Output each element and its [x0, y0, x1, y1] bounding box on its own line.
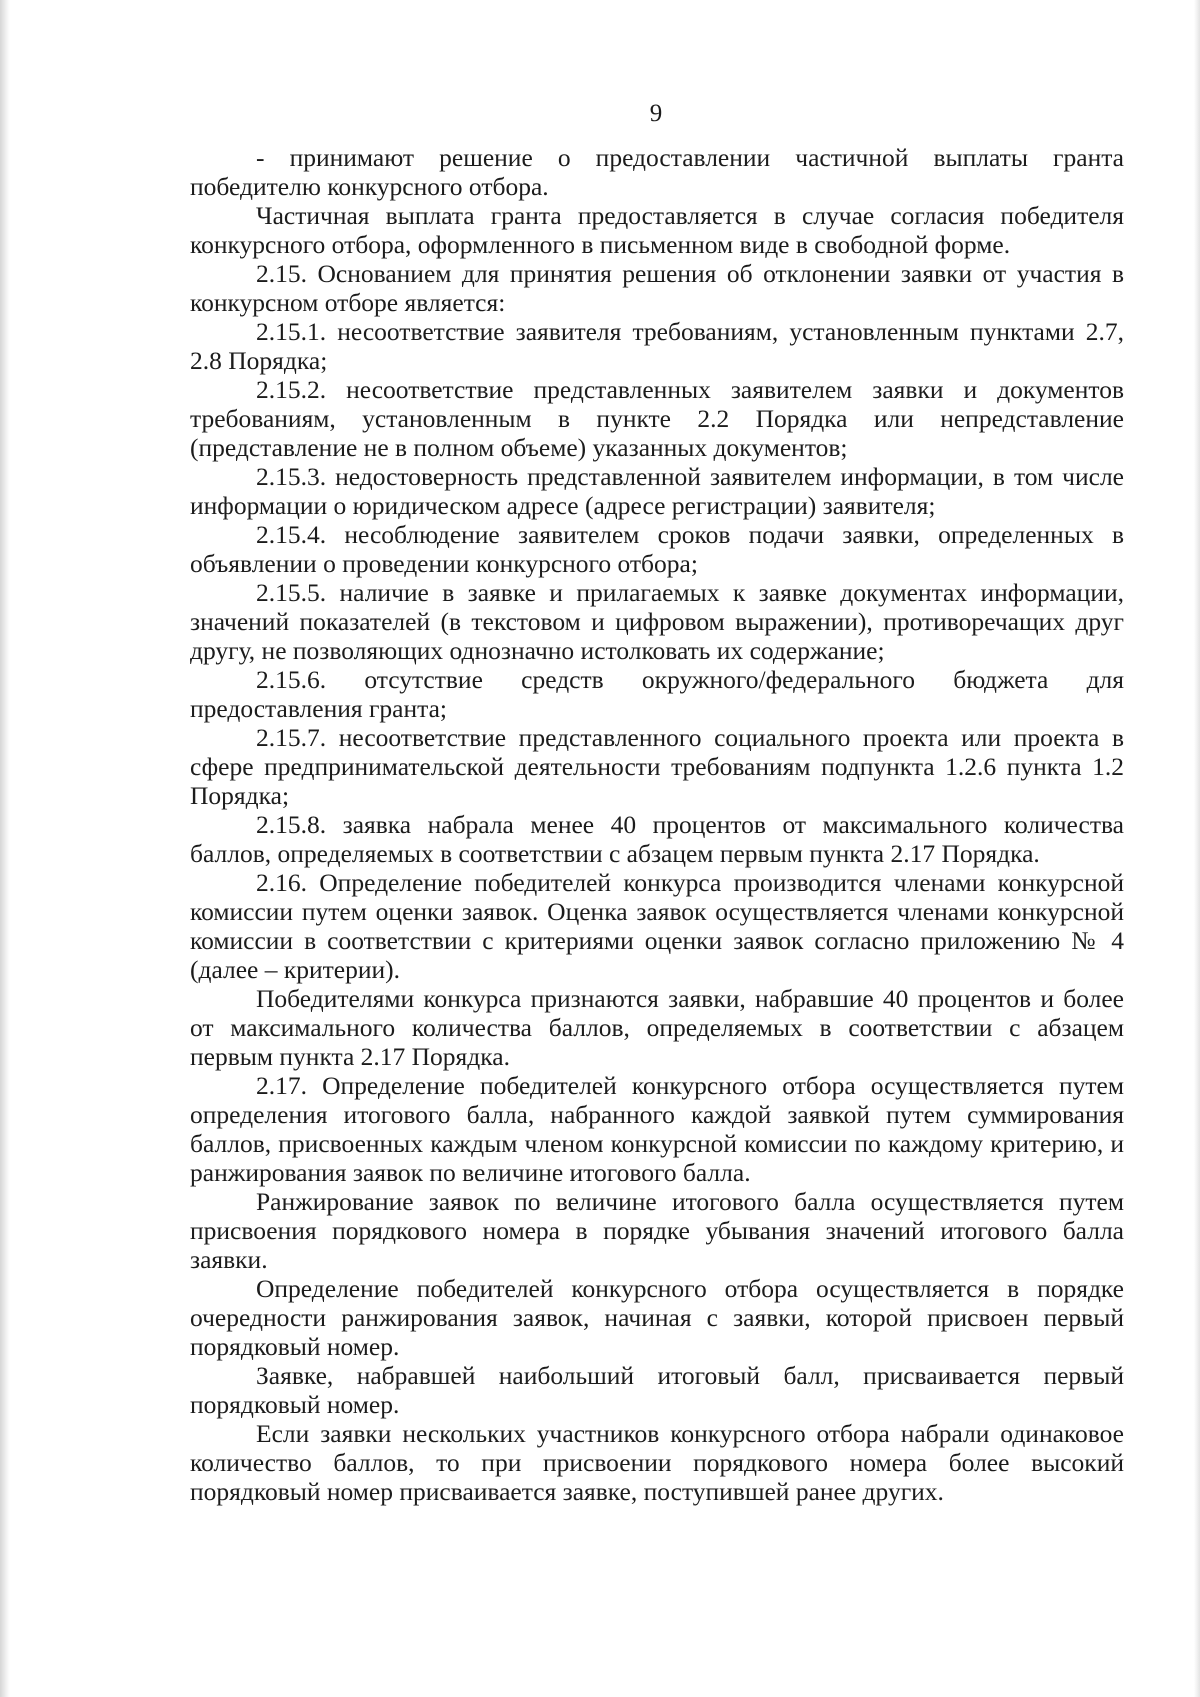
paragraph: 2.15. Основанием для принятия решения об отклонении заявки от участия в конкурсном отборе является:	[190, 259, 1124, 317]
paragraph: Заявке, набравшей наибольший итоговый балл, присваивается первый порядковый номер.	[190, 1361, 1124, 1419]
paragraph: Если заявки нескольких участников конкурсного отбора набрали одинаковое количество баллов, то при присвоении порядкового номера более высокий порядковый номер присваивается заявке, поступившей ранее других.	[190, 1419, 1124, 1506]
paragraph: 2.15.1. несоответствие заявителя требованиям, установленным пунктами 2.7, 2.8 Порядка;	[190, 317, 1124, 375]
paragraph: 2.15.4. несоблюдение заявителем сроков подачи заявки, определенных в объявлении о проведении конкурсного отбора;	[190, 520, 1124, 578]
paragraph: 2.15.6. отсутствие средств окружного/федерального бюджета для предоставления гранта;	[190, 665, 1124, 723]
paragraph: Определение победителей конкурсного отбора осуществляется в порядке очередности ранжирования заявок, начиная с заявки, которой присвоен первый порядковый номер.	[190, 1274, 1124, 1361]
paragraph: 2.15.8. заявка набрала менее 40 процентов от максимального количества баллов, определяемых в соответствии с абзацем первым пункта 2.17 Порядка.	[190, 810, 1124, 868]
page-number: 9	[649, 100, 663, 127]
paragraph: 2.15.7. несоответствие представленного социального проекта или проекта в сфере предпринимательской деятельности требованиям подпункта 1.2.6 пункта 1.2 Порядка;	[190, 723, 1124, 810]
paragraph: - принимают решение о предоставлении частичной выплаты гранта победителю конкурсного отбора.	[190, 143, 1124, 201]
paragraph: 2.17. Определение победителей конкурсного отбора осуществляется путем определения итогового балла, набранного каждой заявкой путем суммирования баллов, присвоенных каждым членом конкурсной комиссии по каждому критерию, и ранжирования заявок по величине итогового балла.	[190, 1071, 1124, 1187]
paragraph: 2.15.5. наличие в заявке и прилагаемых к заявке документах информации, значений показателей (в текстовом и цифровом выражении), противоречащих друг другу, не позволяющих однозначно истолковать их содержание;	[190, 578, 1124, 665]
document-body	[190, 143, 1124, 1506]
paragraph: 2.15.2. несоответствие представленных заявителем заявки и документов требованиям, установленным в пункте 2.2 Порядка или непредставление (представление не в полном объеме) указанных документов;	[190, 375, 1124, 462]
paragraph: Победителями конкурса признаются заявки, набравшие 40 процентов и более от максимального количества баллов, определяемых в соответствии с абзацем первым пункта 2.17 Порядка.	[190, 984, 1124, 1071]
paragraph: Ранжирование заявок по величине итогового балла осуществляется путем присвоения порядкового номера в порядке убывания значений итогового балла заявки.	[190, 1187, 1124, 1274]
paragraph: 2.15.3. недостоверность представленной заявителем информации, в том числе информации о юридическом адресе (адресе регистрации) заявителя;	[190, 462, 1124, 520]
scan-edge-right	[1194, 0, 1200, 1697]
paragraph: Частичная выплата гранта предоставляется в случае согласия победителя конкурсного отбора, оформленного в письменном виде в свободной форме.	[190, 201, 1124, 259]
scan-edge-left	[0, 0, 10, 1697]
paragraph: 2.16. Определение победителей конкурса производится членами конкурсной комиссии путем оценки заявок. Оценка заявок осуществляется членами конкурсной комиссии в соответствии с критериями оценки заявок согласно приложению № 4 (далее – критерии).	[190, 868, 1124, 984]
